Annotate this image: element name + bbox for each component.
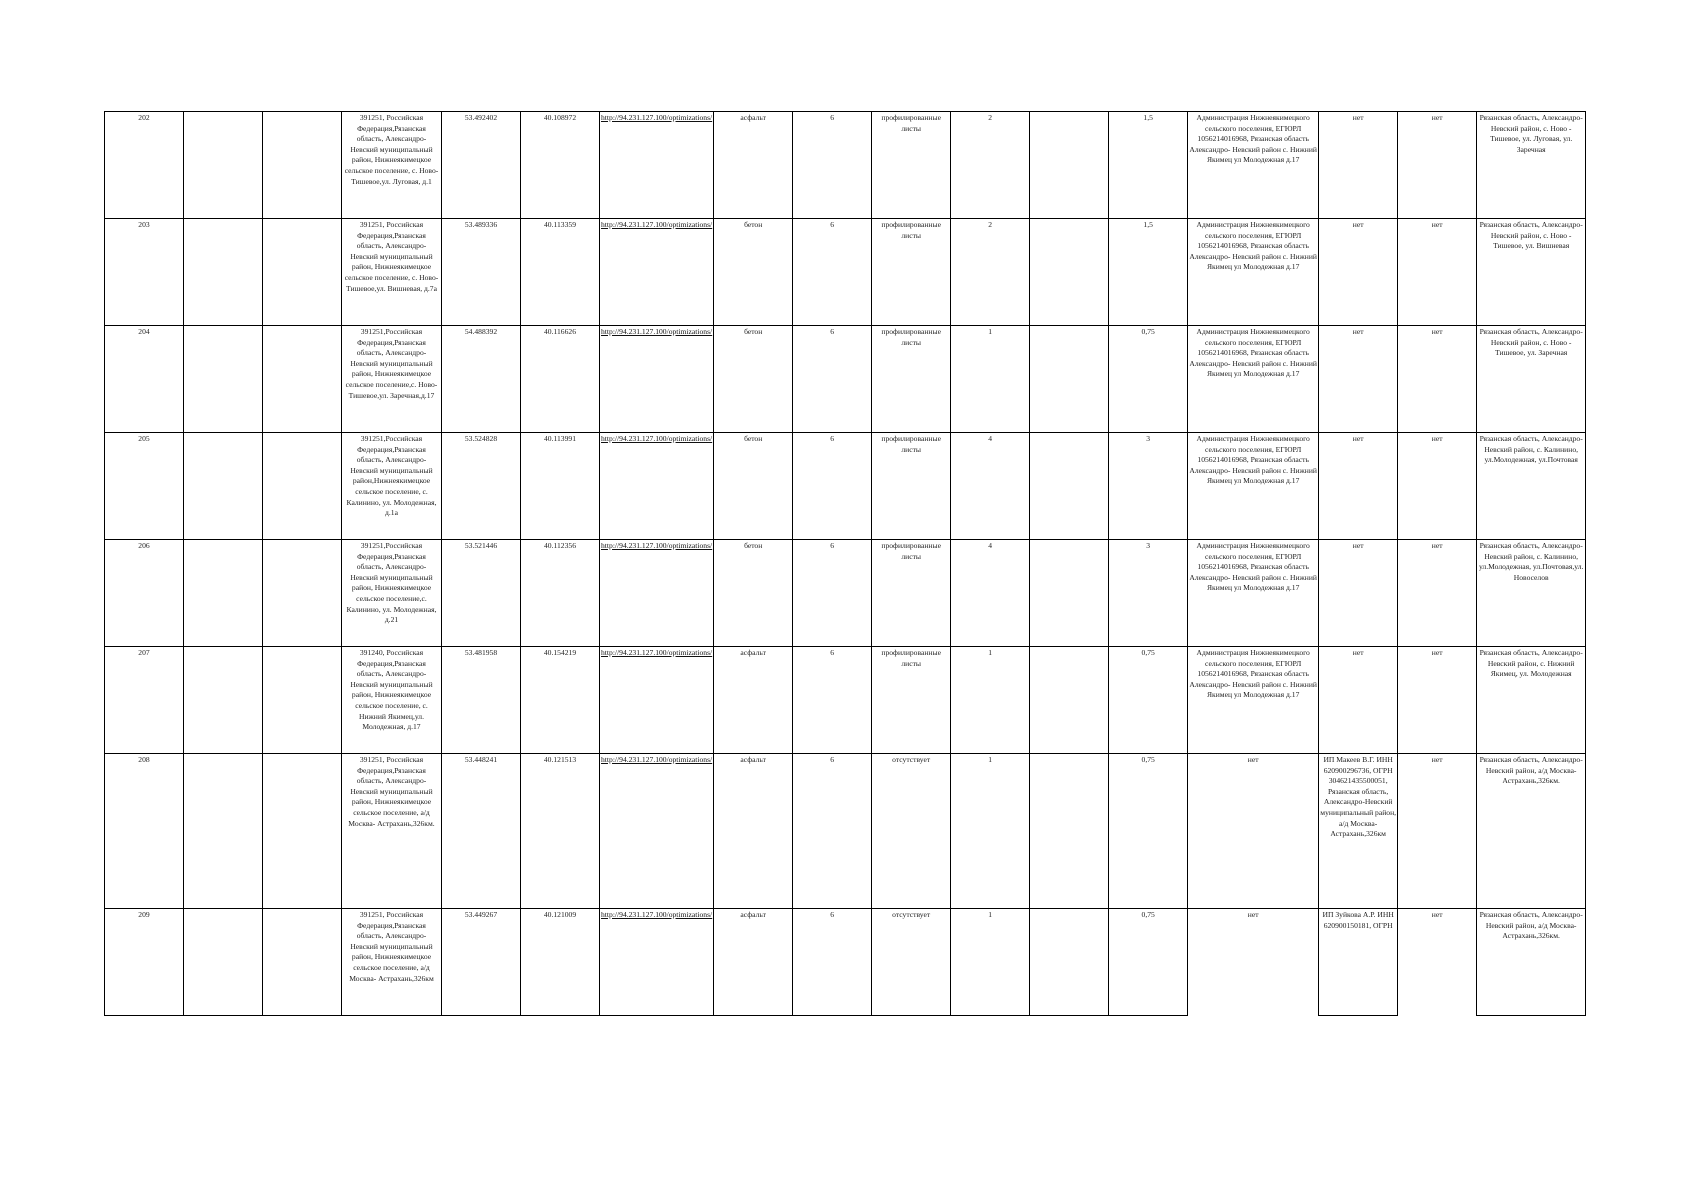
volume-cell: 1,5 bbox=[1109, 112, 1188, 219]
surface-cell: асфальт bbox=[714, 112, 793, 219]
longitude-cell: 40.116626 bbox=[521, 326, 600, 433]
latitude-cell: 53.449267 bbox=[442, 909, 521, 1016]
latitude-cell: 54.488392 bbox=[442, 326, 521, 433]
fence-cell: отсутствует bbox=[872, 909, 951, 1016]
row-number: 204 bbox=[105, 326, 184, 433]
map-link[interactable]: http://94.231.127.100/optimizations/ bbox=[600, 433, 714, 540]
latitude-cell: 53.521446 bbox=[442, 540, 521, 647]
area-cell: 6 bbox=[793, 112, 872, 219]
owner-cell: Администрация Нижнеякимецкого сельского поселения, ЕГЮРЛ 1056214016968, Рязанская область Александро- Невский район с. Нижний Якимец ул Молодежная д.17 bbox=[1188, 112, 1319, 219]
served-area-cell: Рязанская область, Александро- Невский район, а/д Москва- Астрахань,326км. bbox=[1477, 909, 1586, 1016]
table-row bbox=[105, 112, 1586, 219]
owner-cell: Администрация Нижнеякимецкого сельского поселения, ЕГЮРЛ 1056214016968, Рязанская область Александро- Невский район с. Нижний Якимец ул Молодежная д.17 bbox=[1188, 433, 1319, 540]
operator-cell: ИП Макеев В.Г. ИНН 620900296736, ОГРН 304621435500051, Рязанская область, Александро-Невский муниципальный район, а/д Москва-Астрахань,326км bbox=[1319, 754, 1398, 909]
container-count-cell: 1 bbox=[951, 326, 1030, 433]
area-cell: 6 bbox=[793, 540, 872, 647]
fence-cell: отсутствует bbox=[872, 754, 951, 909]
empty-cell bbox=[1030, 433, 1109, 540]
fence-cell: профилированные листы bbox=[872, 540, 951, 647]
empty-cell bbox=[184, 326, 263, 433]
area-cell: 6 bbox=[793, 433, 872, 540]
table-row bbox=[105, 909, 1586, 1016]
served-area-cell: Рязанская область, Александро- Невский район, с. Нижний Якимец, ул. Молодежная bbox=[1477, 647, 1586, 754]
empty-cell bbox=[1030, 909, 1109, 1016]
operator-cell: нет bbox=[1319, 219, 1398, 326]
table-row bbox=[105, 647, 1586, 754]
empty-cell bbox=[1030, 540, 1109, 647]
empty-cell bbox=[184, 909, 263, 1016]
area-cell: 6 bbox=[793, 754, 872, 909]
fence-cell: профилированные листы bbox=[872, 219, 951, 326]
row-number: 205 bbox=[105, 433, 184, 540]
operator-cell: нет bbox=[1319, 326, 1398, 433]
owner-cell: Администрация Нижнеякимецкого сельского поселения, ЕГЮРЛ 1056214016968, Рязанская область Александро- Невский район с. Нижний Якимец ул Молодежная д.17 bbox=[1188, 647, 1319, 754]
latitude-cell: 53.489336 bbox=[442, 219, 521, 326]
latitude-cell: 53.448241 bbox=[442, 754, 521, 909]
volume-cell: 0,75 bbox=[1109, 909, 1188, 1016]
empty-cell bbox=[263, 112, 342, 219]
empty-cell bbox=[263, 219, 342, 326]
volume-cell: 3 bbox=[1109, 433, 1188, 540]
flag-cell: нет bbox=[1398, 540, 1477, 647]
served-area-cell: Рязанская область, Александро- Невский район, с. Калинино, ул.Молодежная, ул.Почтовая,ул. Новоселов bbox=[1477, 540, 1586, 647]
served-area-cell: Рязанская область, Александро- Невский район, с. Ново - Тишевое, ул. Вишневая bbox=[1477, 219, 1586, 326]
row-number: 202 bbox=[105, 112, 184, 219]
flag-cell: нет bbox=[1398, 754, 1477, 909]
empty-cell bbox=[263, 540, 342, 647]
table-row bbox=[105, 219, 1586, 326]
row-number: 207 bbox=[105, 647, 184, 754]
empty-cell bbox=[263, 754, 342, 909]
row-number: 208 bbox=[105, 754, 184, 909]
longitude-cell: 40.121513 bbox=[521, 754, 600, 909]
longitude-cell: 40.121009 bbox=[521, 909, 600, 1016]
container-count-cell: 1 bbox=[951, 909, 1030, 1016]
table-row bbox=[105, 540, 1586, 647]
table-row bbox=[105, 754, 1586, 909]
flag-cell: нет bbox=[1398, 219, 1477, 326]
surface-cell: асфальт bbox=[714, 754, 793, 909]
empty-cell bbox=[1030, 219, 1109, 326]
surface-cell: бетон bbox=[714, 326, 793, 433]
latitude-cell: 53.492402 bbox=[442, 112, 521, 219]
volume-cell: 1,5 bbox=[1109, 219, 1188, 326]
served-area-cell: Рязанская область, Александро- Невский район, а/д Москва- Астрахань,326км. bbox=[1477, 754, 1586, 909]
surface-cell: бетон bbox=[714, 540, 793, 647]
longitude-cell: 40.154219 bbox=[521, 647, 600, 754]
longitude-cell: 40.113991 bbox=[521, 433, 600, 540]
container-count-cell: 1 bbox=[951, 754, 1030, 909]
address-cell: 391240, Российская Федерация,Рязанская область, Александро-Невский муниципальный район, Нижнеякимецкое сельское поселение, с. Нижний Якимец,ул. Молодежная, д.17 bbox=[342, 647, 442, 754]
empty-cell bbox=[184, 112, 263, 219]
container-count-cell: 2 bbox=[951, 219, 1030, 326]
empty-cell bbox=[1030, 754, 1109, 909]
address-cell: 391251, Российская Федерация,Рязанская область, Александро-Невский муниципальный район, Нижнеякимецкое сельское поселение, а/д Москва- Астрахань,326км. bbox=[342, 754, 442, 909]
operator-cell: нет bbox=[1319, 647, 1398, 754]
address-cell: 391251, Российская Федерация,Рязанская область, Александро-Невский муниципальный район, Нижнеякимецкое сельское поселение, с. Ново- Тишевое,ул. Вишневая, д.7а bbox=[342, 219, 442, 326]
surface-cell: асфальт bbox=[714, 647, 793, 754]
flag-cell: нет bbox=[1398, 909, 1477, 1016]
volume-cell: 0,75 bbox=[1109, 647, 1188, 754]
container-count-cell: 4 bbox=[951, 433, 1030, 540]
owner-cell: нет bbox=[1188, 909, 1319, 1016]
surface-cell: бетон bbox=[714, 433, 793, 540]
owner-cell: нет bbox=[1188, 754, 1319, 909]
map-link[interactable]: http://94.231.127.100/optimizations/ bbox=[600, 326, 714, 433]
container-count-cell: 4 bbox=[951, 540, 1030, 647]
empty-cell bbox=[184, 219, 263, 326]
area-cell: 6 bbox=[793, 909, 872, 1016]
map-link[interactable]: http://94.231.127.100/optimizations/ bbox=[600, 540, 714, 647]
table-row bbox=[105, 433, 1586, 540]
table-row bbox=[105, 326, 1586, 433]
fence-cell: профилированные листы bbox=[872, 433, 951, 540]
container-count-cell: 2 bbox=[951, 112, 1030, 219]
area-cell: 6 bbox=[793, 219, 872, 326]
table-body bbox=[105, 112, 1586, 1016]
fence-cell: профилированные листы bbox=[872, 326, 951, 433]
served-area-cell: Рязанская область, Александро- Невский район, с. Ново - Тишевое, ул. Заречная bbox=[1477, 326, 1586, 433]
address-cell: 391251,Российская Федерация,Рязанская область, Александро-Невский муниципальный район, Нижнеякимецкое сельское поселение,с. Калинино, ул. Молодежная, д.21 bbox=[342, 540, 442, 647]
empty-cell bbox=[184, 647, 263, 754]
address-cell: 391251,Российская Федерация,Рязанская область, Александро-Невский муниципальный район,Нижнеякимецкое сельское поселение, с. Калинино, ул. Молодежная, д.1а bbox=[342, 433, 442, 540]
flag-cell: нет bbox=[1398, 326, 1477, 433]
address-cell: 391251, Российская Федерация,Рязанская область, Александро-Невский муниципальный район, Нижнеякимецкое сельское поселение, с. Ново- Тишевое,ул. Луговая, д.1 bbox=[342, 112, 442, 219]
map-link[interactable]: http://94.231.127.100/optimizations/ bbox=[600, 219, 714, 326]
row-number: 206 bbox=[105, 540, 184, 647]
empty-cell bbox=[1030, 647, 1109, 754]
served-area-cell: Рязанская область, Александро- Невский район, с. Ново - Тишевое, ул. Луговая, ул. Заречная bbox=[1477, 112, 1586, 219]
operator-cell: нет bbox=[1319, 112, 1398, 219]
row-number: 209 bbox=[105, 909, 184, 1016]
empty-cell bbox=[1030, 112, 1109, 219]
owner-cell: Администрация Нижнеякимецкого сельского поселения, ЕГЮРЛ 1056214016968, Рязанская область Александро- Невский район с. Нижний Якимец ул Молодежная д.17 bbox=[1188, 540, 1319, 647]
volume-cell: 0,75 bbox=[1109, 754, 1188, 909]
flag-cell: нет bbox=[1398, 647, 1477, 754]
empty-cell bbox=[184, 754, 263, 909]
flag-cell: нет bbox=[1398, 112, 1477, 219]
empty-cell bbox=[184, 433, 263, 540]
operator-cell: нет bbox=[1319, 540, 1398, 647]
data-table bbox=[104, 111, 1586, 1016]
address-cell: 391251,Российская Федерация,Рязанская область, Александро-Невский муниципальный район, Нижнеякимецкое сельское поселение,с. Ново- Тишевое,ул. Заречная,д.17 bbox=[342, 326, 442, 433]
empty-cell bbox=[263, 326, 342, 433]
fence-cell: профилированные листы bbox=[872, 112, 951, 219]
owner-cell: Администрация Нижнеякимецкого сельского поселения, ЕГЮРЛ 1056214016968, Рязанская область Александро- Невский район с. Нижний Якимец ул Молодежная д.17 bbox=[1188, 326, 1319, 433]
empty-cell bbox=[263, 647, 342, 754]
surface-cell: асфальт bbox=[714, 909, 793, 1016]
owner-cell: Администрация Нижнеякимецкого сельского поселения, ЕГЮРЛ 1056214016968, Рязанская область Александро- Невский район с. Нижний Якимец ул Молодежная д.17 bbox=[1188, 219, 1319, 326]
empty-cell bbox=[263, 433, 342, 540]
volume-cell: 0,75 bbox=[1109, 326, 1188, 433]
longitude-cell: 40.108972 bbox=[521, 112, 600, 219]
area-cell: 6 bbox=[793, 647, 872, 754]
flag-cell: нет bbox=[1398, 433, 1477, 540]
operator-cell: ИП Зуйкова А.Р. ИНН 620900150181, ОГРН bbox=[1319, 909, 1398, 1016]
volume-cell: 3 bbox=[1109, 540, 1188, 647]
map-link[interactable]: http://94.231.127.100/optimizations/ bbox=[600, 754, 714, 909]
map-link[interactable]: http://94.231.127.100/optimizations/ bbox=[600, 112, 714, 219]
container-count-cell: 1 bbox=[951, 647, 1030, 754]
operator-cell: нет bbox=[1319, 433, 1398, 540]
served-area-cell: Рязанская область, Александро- Невский район, с. Калинино, ул.Молодежная, ул.Почтовая bbox=[1477, 433, 1586, 540]
map-link[interactable]: http://94.231.127.100/optimizations/ bbox=[600, 909, 714, 1016]
row-number: 203 bbox=[105, 219, 184, 326]
area-cell: 6 bbox=[793, 326, 872, 433]
longitude-cell: 40.113359 bbox=[521, 219, 600, 326]
address-cell: 391251, Российская Федерация,Рязанская область, Александро-Невский муниципальный район, Нижнеякимецкое сельское поселение, а/д Москва- Астрахань,326км bbox=[342, 909, 442, 1016]
empty-cell bbox=[263, 909, 342, 1016]
empty-cell bbox=[1030, 326, 1109, 433]
longitude-cell: 40.112356 bbox=[521, 540, 600, 647]
latitude-cell: 53.524828 bbox=[442, 433, 521, 540]
empty-cell bbox=[184, 540, 263, 647]
map-link[interactable]: http://94.231.127.100/optimizations/ bbox=[600, 647, 714, 754]
surface-cell: бетон bbox=[714, 219, 793, 326]
latitude-cell: 53.481958 bbox=[442, 647, 521, 754]
fence-cell: профилированные листы bbox=[872, 647, 951, 754]
